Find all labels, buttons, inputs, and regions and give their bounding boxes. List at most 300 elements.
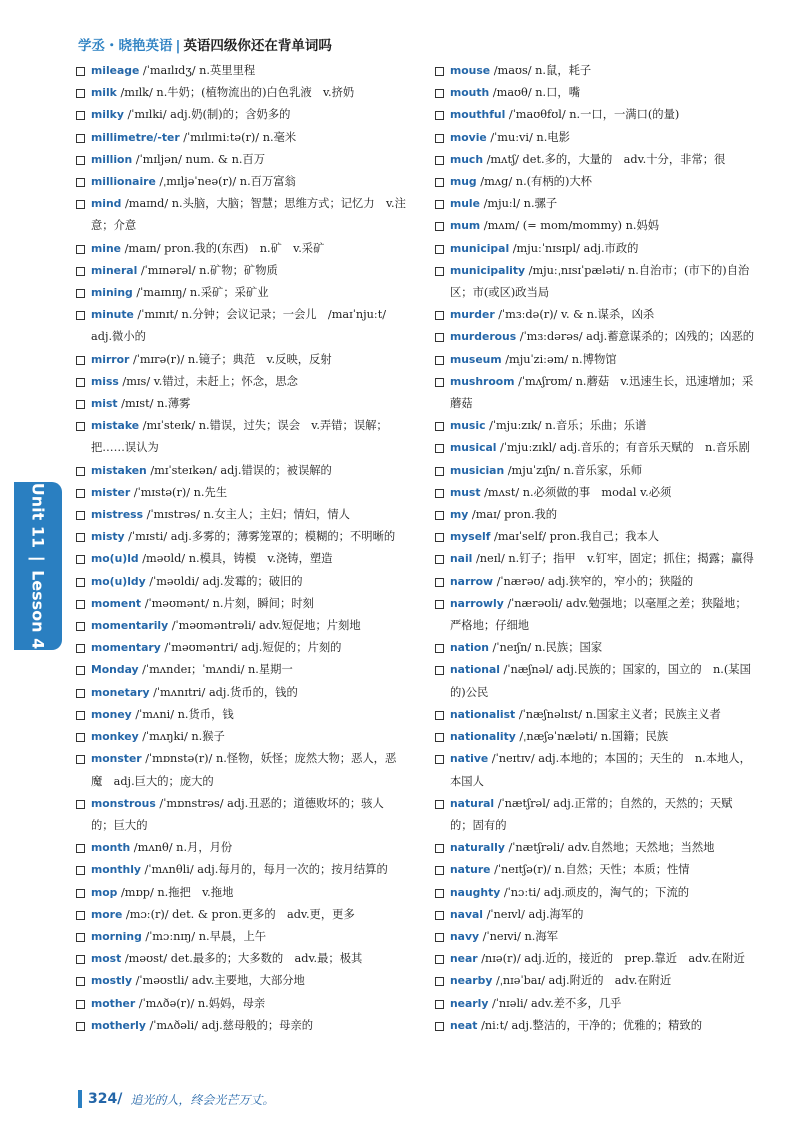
- headword: morning: [91, 929, 142, 943]
- headword: monstrous: [91, 796, 156, 810]
- checkbox[interactable]: [435, 333, 444, 342]
- entry-text: [91, 304, 406, 348]
- vocab-entry: [435, 260, 755, 304]
- headword: museum: [450, 352, 502, 366]
- vocab-entry: [76, 238, 406, 260]
- vocab-entry: [435, 571, 755, 593]
- vocab-entry: [76, 393, 406, 415]
- entry-text: [450, 104, 755, 126]
- entry-text: [91, 548, 406, 570]
- checkbox[interactable]: [435, 977, 444, 986]
- vocab-entry: [76, 82, 406, 104]
- definition: /ˈmaɪlɪdʒ/ n.英里里程: [142, 64, 256, 77]
- headword: murder: [450, 308, 495, 322]
- brand-name: 学丞・晓艳英语: [78, 38, 173, 54]
- headword: mistaken: [91, 463, 147, 477]
- checkbox[interactable]: [76, 134, 85, 143]
- header-separator: |: [175, 38, 181, 54]
- entry-text: [91, 349, 406, 371]
- headword: misty: [91, 530, 125, 544]
- vocab-entry: [76, 482, 406, 504]
- vocab-entry: [76, 349, 406, 371]
- headword: mother: [91, 996, 136, 1010]
- definition: /mjuˈzɪʃn/ n.音乐家，乐师: [507, 463, 643, 477]
- headword: naughty: [450, 885, 501, 899]
- headword: miss: [91, 374, 119, 388]
- headword: narrow: [450, 574, 494, 588]
- entry-text: [91, 460, 406, 482]
- headword: momentarily: [91, 619, 169, 633]
- definition: /ˈməʊməntri/ adj.短促的；片刻的: [164, 641, 342, 655]
- entry-text: [450, 193, 755, 215]
- checkbox[interactable]: [76, 1022, 85, 1031]
- definition: /maɪnd/ n.头脑，大脑；智慧；思维方式；记忆力 v.注意；介意: [91, 197, 406, 233]
- vocab-entry: [76, 371, 406, 393]
- headword: monster: [91, 752, 142, 766]
- checkbox[interactable]: [76, 111, 85, 120]
- vocab-entry: [76, 593, 406, 615]
- checkbox[interactable]: [435, 422, 444, 431]
- headword: movie: [450, 130, 487, 144]
- definition: /ˈnærəʊli/ adv.勉强地；以毫厘之差；狭隘地；严格地；仔细地: [450, 596, 747, 633]
- left-column: [76, 60, 406, 1037]
- definition: /mɔː(r)/ det. & pron.更多的 adv.更，更多: [125, 907, 355, 921]
- headword: music: [450, 419, 486, 433]
- definition: /mjuːˈnɪsɪpl/ adj.市政的: [512, 241, 639, 255]
- checkbox[interactable]: [76, 67, 85, 76]
- definition: /ˈnærəʊ/ adj.狭窄的，窄小的；狭隘的: [496, 574, 694, 588]
- vocab-entry: [435, 904, 755, 926]
- vocab-entry: [435, 837, 755, 859]
- headword: month: [91, 841, 131, 855]
- checkbox[interactable]: [76, 866, 85, 875]
- headword: murderous: [450, 330, 517, 344]
- vocab-entry: [435, 526, 755, 548]
- definition: /ˈmʌnθli/ adj.每月的，每月一次的；按月结算的: [144, 863, 388, 877]
- definition: /ˈməʊstli/ adv.主要地，大部分地: [135, 974, 305, 988]
- checkbox[interactable]: [435, 955, 444, 964]
- entry-text: [450, 482, 755, 504]
- checkbox[interactable]: [76, 245, 85, 254]
- definition: /ˈnɪəli/ adv.差不多，几乎: [491, 996, 622, 1010]
- entry-text: [91, 926, 406, 948]
- headword: nationality: [450, 730, 516, 744]
- checkbox[interactable]: [76, 89, 85, 98]
- vocab-entry: [76, 904, 406, 926]
- checkbox[interactable]: [435, 666, 444, 675]
- checkbox[interactable]: [435, 511, 444, 520]
- entry-text: [91, 948, 406, 970]
- definition: /ˈmɪnərəl/ n.矿物；矿物质: [140, 263, 278, 277]
- checkbox[interactable]: [435, 1000, 444, 1009]
- vocab-entry: [435, 437, 755, 459]
- vocab-entry: [435, 504, 755, 526]
- vocab-entry: [76, 637, 406, 659]
- definition: /ˈməʊmənt/ n.片刻，瞬间；时刻: [144, 596, 314, 610]
- vocab-entry: [435, 548, 755, 570]
- checkbox[interactable]: [435, 444, 444, 453]
- headword: millimetre/-ter: [91, 130, 180, 144]
- checkbox[interactable]: [76, 356, 85, 365]
- definition: /nɪə(r)/ adj.近的，接近的 prep.靠近 adv.在附近: [481, 952, 745, 966]
- vocab-entry: [435, 793, 755, 837]
- checkbox[interactable]: [435, 800, 444, 809]
- checkbox[interactable]: [76, 955, 85, 964]
- definition: /ˈməʊməntrəli/ adv.短促地；片刻地: [171, 619, 361, 633]
- vocab-entry: [435, 593, 755, 637]
- headword: neat: [450, 1018, 478, 1032]
- headword: musical: [450, 441, 497, 455]
- vocab-entry: [435, 970, 755, 992]
- checkbox[interactable]: [435, 134, 444, 143]
- checkbox[interactable]: [76, 267, 85, 276]
- entry-text: [450, 1015, 755, 1037]
- vocab-entry: [435, 926, 755, 948]
- vocab-entry: [76, 793, 406, 837]
- entry-text: [450, 837, 755, 859]
- definition: /mʌtʃ/ det.多的，大量的 adv.十分，非常；很: [486, 152, 726, 166]
- checkbox[interactable]: [76, 889, 85, 898]
- headword: mop: [91, 885, 118, 899]
- definition: /mʌm/ (= mom/mommy) n.妈妈: [483, 219, 660, 233]
- checkbox[interactable]: [76, 733, 85, 742]
- headword: mister: [91, 485, 131, 499]
- headword: mist: [91, 397, 118, 411]
- checkbox[interactable]: [435, 644, 444, 653]
- definition: /ˈmɪstrəs/ n.女主人；主妇；情妇，情人: [146, 508, 350, 522]
- entry-text: [450, 948, 755, 970]
- headword: mouth: [450, 86, 490, 100]
- vocab-entry: [435, 726, 755, 748]
- definition: /məʊst/ det.最多的；大多数的 adv.最；极其: [124, 952, 363, 966]
- definition: /ˈneɪtɪv/ adj.本地的；本国的；天生的 n.本地人，本国人: [450, 752, 751, 788]
- vocab-entry: [435, 127, 755, 149]
- definition: /ˈmɔːnɪŋ/ n.早晨，上午: [145, 929, 267, 943]
- headword: mo(u)ld: [91, 552, 139, 566]
- page-header: [78, 34, 332, 54]
- vocab-entry: [76, 948, 406, 970]
- checkbox[interactable]: [76, 289, 85, 298]
- entry-text: [450, 593, 755, 637]
- headword: naturally: [450, 841, 505, 855]
- checkbox[interactable]: [76, 800, 85, 809]
- definition: /mʌst/ n.必须做的事 modal v.必须: [484, 485, 672, 499]
- definition: /ˈneɪtʃə(r)/ n.自然；天性；本质；性情: [494, 863, 690, 877]
- vocab-entry: [76, 970, 406, 992]
- definition: /ˈmʌndeɪ；ˈmʌndi/ n.星期一: [142, 663, 293, 677]
- headword: naval: [450, 907, 483, 921]
- entry-text: [91, 704, 406, 726]
- entry-text: [450, 60, 755, 82]
- headword: musician: [450, 463, 505, 477]
- checkbox[interactable]: [435, 311, 444, 320]
- checkbox[interactable]: [76, 933, 85, 942]
- checkbox[interactable]: [76, 644, 85, 653]
- entry-text: [450, 859, 755, 881]
- headword: mostly: [91, 974, 132, 988]
- vocab-entry: [76, 837, 406, 859]
- headword: millionaire: [91, 175, 156, 189]
- headword: mouthful: [450, 108, 506, 122]
- checkbox[interactable]: [435, 755, 444, 764]
- checkbox[interactable]: [76, 689, 85, 698]
- checkbox[interactable]: [435, 844, 444, 853]
- checkbox[interactable]: [435, 578, 444, 587]
- definition: /ˌnɪəˈbaɪ/ adj.附近的 adv.在附近: [495, 974, 672, 988]
- headword: mistress: [91, 508, 144, 522]
- checkbox[interactable]: [76, 1000, 85, 1009]
- entry-text: [450, 437, 755, 459]
- vocab-entry: [76, 859, 406, 881]
- headword: milk: [91, 86, 117, 100]
- entry-text: [450, 659, 755, 703]
- definition: /ˈmɒnstə(r)/ n.怪物，妖怪；庞然大物；恶人，恶魔 adj.巨大的；庞大的: [91, 752, 397, 788]
- headword: much: [450, 152, 484, 166]
- entry-text: [450, 748, 755, 792]
- headword: nature: [450, 863, 491, 877]
- entry-text: [91, 482, 406, 504]
- checkbox[interactable]: [76, 489, 85, 498]
- vocab-entry: [76, 704, 406, 726]
- checkbox[interactable]: [76, 467, 85, 476]
- checkbox[interactable]: [76, 600, 85, 609]
- entry-text: [91, 726, 406, 748]
- headword: nation: [450, 641, 489, 655]
- entry-text: [450, 970, 755, 992]
- headword: most: [91, 952, 122, 966]
- vocab-entry: [435, 882, 755, 904]
- entry-text: [450, 460, 755, 482]
- definition: /neɪl/ n.钉子；指甲 v.钉牢，固定；抓住；揭露；赢得: [475, 552, 754, 566]
- definition: /ˈmʌnɪtri/ adj.货币的，钱的: [153, 685, 298, 699]
- headword: mileage: [91, 64, 140, 77]
- checkbox[interactable]: [76, 911, 85, 920]
- entry-text: [91, 593, 406, 615]
- page-number: 324/: [88, 1091, 123, 1107]
- entry-text: [450, 149, 755, 171]
- definition: /maɪn/ pron.我的(东西) n.矿 v.采矿: [124, 241, 325, 255]
- vocab-entry: [76, 149, 406, 171]
- entry-text: [91, 659, 406, 681]
- checkbox[interactable]: [76, 533, 85, 542]
- footer-accent-bar: [78, 1090, 82, 1108]
- entry-text: [91, 60, 406, 82]
- checkbox[interactable]: [435, 733, 444, 742]
- definition: /ˈmɪsti/ adj.多雾的；薄雾笼罩的；模糊的；不明晰的: [128, 530, 396, 544]
- headword: my: [450, 508, 469, 522]
- tab-divider: [29, 558, 45, 560]
- definition: /ˈmɪljən/ num. & n.百万: [135, 152, 266, 166]
- headword: nationalist: [450, 707, 516, 721]
- checkbox[interactable]: [435, 1022, 444, 1031]
- vocab-entry: [76, 1015, 406, 1037]
- entry-text: [91, 393, 406, 415]
- checkbox[interactable]: [435, 555, 444, 564]
- checkbox[interactable]: [435, 467, 444, 476]
- checkbox[interactable]: [435, 111, 444, 120]
- vocab-entry: [435, 193, 755, 215]
- entry-text: [91, 371, 406, 393]
- definition: /ˌmɪljəˈneə(r)/ n.百万富翁: [159, 175, 296, 189]
- checkbox[interactable]: [76, 578, 85, 587]
- vocab-entry: [76, 193, 406, 237]
- checkbox[interactable]: [76, 711, 85, 720]
- definition: /mɪst/ n.薄雾: [121, 397, 191, 411]
- checkbox[interactable]: [76, 844, 85, 853]
- headword: mistake: [91, 419, 140, 433]
- definition: /mjuˈziːəm/ n.博物馆: [505, 352, 617, 366]
- checkbox[interactable]: [76, 311, 85, 320]
- checkbox[interactable]: [435, 200, 444, 209]
- vocab-entry: [435, 304, 755, 326]
- headword: mule: [450, 197, 480, 211]
- checkbox[interactable]: [435, 911, 444, 920]
- vocab-entry: [435, 859, 755, 881]
- vocab-entry: [435, 171, 755, 193]
- entry-text: [91, 504, 406, 526]
- definition: /ˈmʌni/ n.货币，钱: [135, 707, 234, 721]
- checkbox[interactable]: [435, 356, 444, 365]
- entry-text: [91, 615, 406, 637]
- headword: municipality: [450, 263, 526, 277]
- checkbox[interactable]: [435, 378, 444, 387]
- definition: /mɪˈsteɪk/ n.错误，过失；误会 v.弄错；误解；把……误认为: [91, 419, 388, 455]
- definition: /ˌnæʃəˈnæləti/ n.国籍；民族: [519, 730, 669, 744]
- vocab-entry: [435, 326, 755, 348]
- checkbox[interactable]: [435, 245, 444, 254]
- entry-text: [450, 993, 755, 1015]
- entry-text: [450, 415, 755, 437]
- headword: narrowly: [450, 596, 504, 610]
- vocab-entry: [435, 637, 755, 659]
- vocab-entry: [76, 882, 406, 904]
- checkbox[interactable]: [435, 178, 444, 187]
- entry-text: [91, 415, 406, 459]
- checkbox[interactable]: [76, 555, 85, 564]
- definition: /ˈmjuːzɪk/ n.音乐；乐曲；乐谱: [489, 419, 647, 433]
- definition: /ˈmaɪnɪŋ/ n.采矿；采矿业: [136, 286, 269, 300]
- vocab-entry: [435, 149, 755, 171]
- definition: /mjuːl/ n.骡子: [483, 197, 558, 211]
- headword: million: [91, 152, 133, 166]
- headword: mine: [91, 241, 121, 255]
- checkbox[interactable]: [435, 600, 444, 609]
- headword: mouse: [450, 64, 491, 77]
- entry-text: [450, 926, 755, 948]
- entry-text: [91, 748, 406, 792]
- vocab-entry: [76, 526, 406, 548]
- definition: /ˈmʌðə(r)/ n.妈妈，母亲: [138, 996, 266, 1010]
- vocab-entry: [76, 504, 406, 526]
- entry-text: [91, 149, 406, 171]
- vocab-entry: [435, 948, 755, 970]
- book-title: 英语四级你还在背单词吗: [183, 38, 332, 54]
- vocab-entry: [76, 171, 406, 193]
- definition: /məʊld/ n.模具，铸模 v.浇铸，塑造: [142, 552, 333, 566]
- checkbox[interactable]: [435, 267, 444, 276]
- vocab-entry: [435, 60, 755, 82]
- vocab-entry: [435, 415, 755, 437]
- checkbox[interactable]: [76, 755, 85, 764]
- definition: /mʌnθ/ n.月，月份: [133, 841, 233, 855]
- checkbox[interactable]: [435, 156, 444, 165]
- entry-text: [450, 215, 755, 237]
- headword: more: [91, 907, 123, 921]
- page-footer: [78, 1090, 274, 1108]
- headword: mineral: [91, 263, 138, 277]
- checkbox[interactable]: [76, 400, 85, 409]
- vocab-entry: [435, 748, 755, 792]
- entry-text: [91, 193, 406, 237]
- headword: near: [450, 952, 478, 966]
- checkbox[interactable]: [76, 622, 85, 631]
- checkbox[interactable]: [435, 866, 444, 875]
- vocab-entry: [76, 304, 406, 348]
- entry-text: [91, 970, 406, 992]
- definition: /niːt/ adj.整洁的，干净的；优雅的；精致的: [481, 1018, 703, 1032]
- checkbox[interactable]: [435, 533, 444, 542]
- checkbox[interactable]: [435, 89, 444, 98]
- definition: /ˈnæʃnəl/ adj.民族的；国家的，国立的 n.(某国的)公民: [450, 663, 751, 699]
- headword: national: [450, 663, 500, 677]
- checkbox[interactable]: [76, 378, 85, 387]
- checkbox[interactable]: [435, 889, 444, 898]
- definition: /mʌg/ n.(有柄的)大杯: [480, 175, 592, 189]
- entry-text: [91, 637, 406, 659]
- headword: mum: [450, 219, 481, 233]
- headword: navy: [450, 929, 480, 943]
- entry-text: [450, 882, 755, 904]
- vocab-entry: [76, 548, 406, 570]
- entry-text: [450, 726, 755, 748]
- checkbox[interactable]: [76, 156, 85, 165]
- entry-text: [450, 526, 755, 548]
- checkbox[interactable]: [435, 489, 444, 498]
- checkbox[interactable]: [435, 67, 444, 76]
- definition: /mɪlk/ n.牛奶；(植物流出的)白色乳液 v.挤奶: [120, 86, 355, 100]
- checkbox[interactable]: [76, 511, 85, 520]
- definition: /mɪs/ v.错过，未赶上；怀念，思念: [122, 374, 298, 388]
- definition: /ˈmuːvi/ n.电影: [490, 130, 570, 144]
- checkbox[interactable]: [435, 222, 444, 231]
- headword: money: [91, 707, 132, 721]
- vocab-entry: [76, 127, 406, 149]
- checkbox[interactable]: [76, 200, 85, 209]
- definition: /ˈneɪʃn/ n.民族；国家: [492, 641, 603, 655]
- entry-text: [91, 682, 406, 704]
- checkbox[interactable]: [76, 977, 85, 986]
- checkbox[interactable]: [76, 666, 85, 675]
- checkbox[interactable]: [76, 422, 85, 431]
- definition: /ˈneɪvi/ n.海军: [482, 929, 558, 943]
- entry-text: [91, 793, 406, 837]
- entry-text: [450, 238, 755, 260]
- checkbox[interactable]: [435, 711, 444, 720]
- vocab-entry: [435, 371, 755, 415]
- headword: native: [450, 752, 489, 766]
- checkbox[interactable]: [76, 178, 85, 187]
- definition: /maʊθ/ n.口，嘴: [492, 86, 581, 100]
- definition: /mɪˈsteɪkən/ adj.错误的；被误解的: [150, 463, 332, 477]
- definition: /ˈmʌʃrʊm/ n.蘑菇 v.迅速生长，迅速增加；采蘑菇: [450, 374, 754, 411]
- definition: /mjuːˌnɪsɪˈpæləti/ n.自治市；(市下的)自治区；市(或区)政当局: [450, 263, 750, 300]
- vocab-entry: [76, 260, 406, 282]
- definition: /ˈnætʃrəl/ adj.正常的；自然的，天然的；天赋的；固有的: [450, 796, 733, 832]
- headword: momentary: [91, 641, 161, 655]
- checkbox[interactable]: [435, 933, 444, 942]
- headword: monkey: [91, 730, 139, 744]
- definition: /ˈmɪrə(r)/ n.镜子；典范 v.反映，反射: [132, 352, 332, 366]
